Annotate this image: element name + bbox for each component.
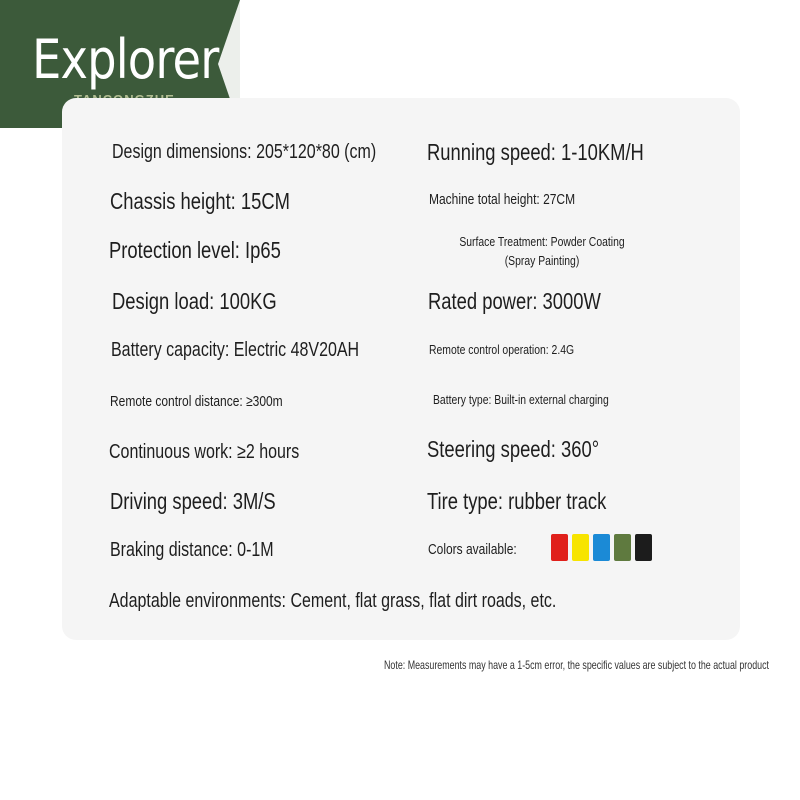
brand-title: Explorer xyxy=(32,28,219,91)
spec-remote-distance: Remote control distance: ≥300m xyxy=(110,393,283,410)
color-swatch-green xyxy=(614,534,631,561)
measurement-note: Note: Measurements may have a 1-5cm error, the specific values are subject to the actual product xyxy=(384,658,769,672)
color-swatches xyxy=(551,534,652,562)
spec-battery-capacity: Battery capacity: Electric 48V20AH xyxy=(111,339,360,361)
spec-battery-type: Battery type: Built-in external charging xyxy=(433,392,609,407)
spec-running-speed: Running speed: 1-10KM/H xyxy=(427,139,644,165)
spec-environments: Adaptable environments: Cement, flat grass, flat dirt roads, etc. xyxy=(109,590,557,612)
spec-surface-treatment: Surface Treatment: Powder Coating (Spray Painting) xyxy=(459,234,625,268)
spec-steering-speed: Steering speed: 360° xyxy=(427,436,600,462)
spec-chassis-height: Chassis height: 15CM xyxy=(110,188,290,214)
spec-continuous-work: Continuous work: ≥2 hours xyxy=(109,441,300,463)
spec-tire-type: Tire type: rubber track xyxy=(427,488,607,514)
color-swatch-black xyxy=(635,534,652,561)
spec-driving-speed: Driving speed: 3M/S xyxy=(110,488,276,514)
spec-rated-power: Rated power: 3000W xyxy=(428,288,601,314)
spec-design-dimensions: Design dimensions: 205*120*80 (cm) xyxy=(112,141,377,163)
spec-protection-level: Protection level: Ip65 xyxy=(109,237,281,263)
spec-design-load: Design load: 100KG xyxy=(112,288,277,314)
color-swatch-red xyxy=(551,534,568,561)
color-swatch-blue xyxy=(593,534,610,561)
color-swatch-yellow xyxy=(572,534,589,561)
spec-colors-label: Colors available: xyxy=(428,541,517,558)
spec-machine-height: Machine total height: 27CM xyxy=(429,191,576,208)
spec-remote-operation: Remote control operation: 2.4G xyxy=(429,342,575,357)
spec-braking-distance: Braking distance: 0-1M xyxy=(110,539,274,561)
